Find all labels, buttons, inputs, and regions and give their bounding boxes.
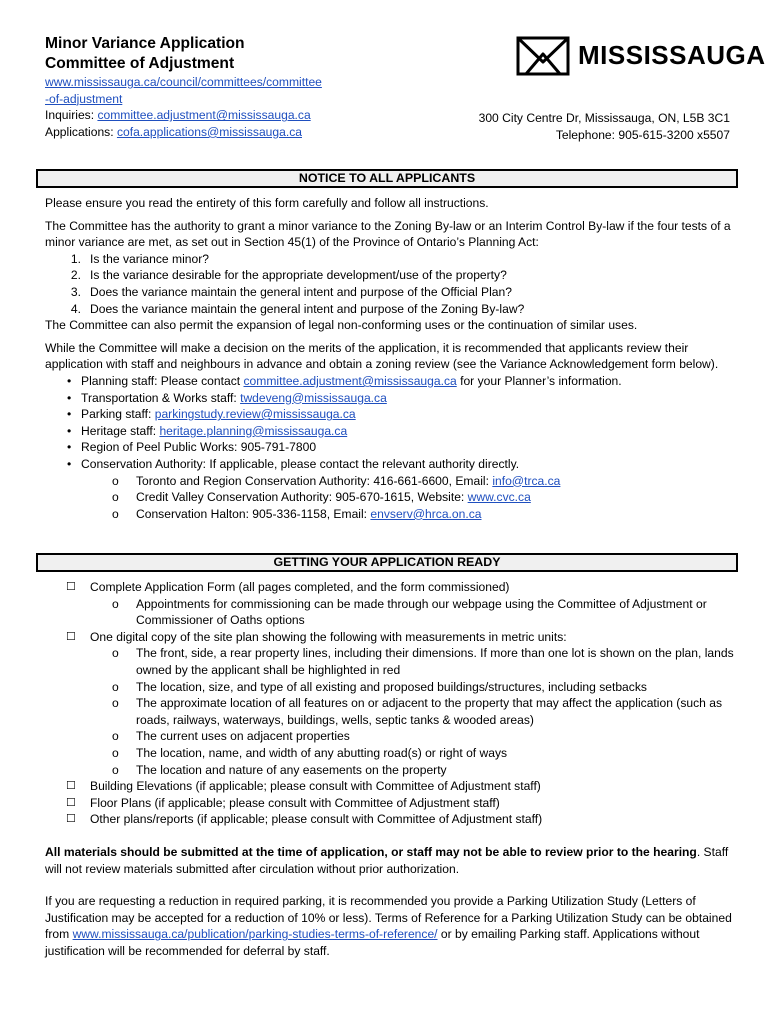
- committee-url-link-cont[interactable]: -of-adjustment: [45, 91, 123, 106]
- test-item: 3. Does the variance maintain the general intent and purpose of the Official Plan?: [70, 284, 512, 299]
- inquiries-label: Inquiries:: [45, 108, 98, 123]
- ready-heading: GETTING YOUR APPLICATION READY: [36, 553, 738, 572]
- checklist-subitem: o Appointments for commissioning can be made through our webpage using the Committee of Adjustment or Commissioner of Oaths options: [112, 596, 707, 628]
- checkbox-icon[interactable]: ☐: [66, 796, 76, 809]
- logo-wordmark: MISSISSAUGA: [578, 40, 766, 70]
- contact-item: • Region of Peel Public Works: 905-791-7800: [67, 440, 317, 455]
- notice-expansion: The Committee can also permit the expansion of legal non-conforming uses or the continuation of similar uses.: [45, 318, 638, 333]
- form-title: Minor Variance Application: [45, 35, 245, 52]
- mississauga-logo-icon: [516, 36, 570, 76]
- checklist-subitem: o The location, name, and width of any abutting road(s) or right of ways: [112, 745, 508, 760]
- cvc-website-link[interactable]: www.cvc.ca: [467, 490, 531, 505]
- notice-authority: The Committee has the authority to grant a minor variance to the Zoning By-law or an Interim Control By-law if the four tests of a minor variance are met, as set out in Section 45(1) of the Province of Ontario’s Planning Act:: [45, 218, 731, 250]
- inquiries-email-link[interactable]: committee.adjustment@mississauga.ca: [97, 108, 311, 123]
- checklist-item-site-plan[interactable]: ☐ One digital copy of the site plan showing the following with measurements in metric units:: [66, 629, 567, 644]
- checklist-item-floor-plans[interactable]: ☐ Floor Plans (if applicable; please consult with Committee of Adjustment staff): [66, 795, 500, 810]
- planning-email-link[interactable]: committee.adjustment@mississauga.ca: [243, 373, 457, 388]
- checklist-subitem: o The location and nature of any easements on the property: [112, 762, 447, 777]
- contact-item: • Conservation Authority: If applicable, please contact the relevant authority directly.: [67, 456, 520, 471]
- materials-notice: All materials should be submitted at the time of application, or staff may not be able to review prior to the hearing. Staff will not review materials submitted after circulation without prior authorization.: [45, 844, 729, 876]
- notice-body: [45, 195, 735, 522]
- committee-url-link[interactable]: www.mississauga.ca/council/committees/committee: [45, 75, 322, 89]
- ready-body: [45, 579, 735, 959]
- conservation-item: o Conservation Halton: 905-336-1158, Email: envserv@hrca.on.ca: [112, 506, 482, 521]
- checklist-subitem: o The location, size, and type of all existing and proposed buildings/structures, including setbacks: [112, 679, 647, 694]
- checkbox-icon[interactable]: ☐: [66, 780, 76, 793]
- checklist-subitem: o The front, side, a rear property lines, including their dimensions. If more than one lot is shown on the plan, lands owned by the applicant shall be highlighted in red: [112, 646, 734, 677]
- halton-email-link[interactable]: envserv@hrca.on.ca: [370, 506, 482, 521]
- office-telephone: Telephone: 905-615-3200 x5507: [555, 128, 730, 142]
- notice-heading: NOTICE TO ALL APPLICANTS: [36, 169, 738, 188]
- parking-email-link[interactable]: parkingstudy.review@mississauga.ca: [154, 407, 356, 422]
- transportation-email-link[interactable]: twdeveng@mississauga.ca: [240, 390, 387, 405]
- checklist-item-application-form[interactable]: ☐ Complete Application Form (all pages completed, and the form commissioned): [66, 580, 510, 594]
- checklist-subitem: o The current uses on adjacent properties: [112, 729, 350, 744]
- applications-email-link[interactable]: cofa.applications@mississauga.ca: [116, 124, 302, 139]
- notice-intro: Please ensure you read the entirety of this form carefully and follow all instructions.: [45, 196, 489, 210]
- applications-label: Applications:: [45, 124, 117, 139]
- contact-item: • Heritage staff: heritage.planning@mississauga.ca: [67, 423, 348, 438]
- checkbox-icon[interactable]: ☐: [66, 813, 76, 826]
- office-address: 300 City Centre Dr, Mississauga, ON, L5B 3C1: [478, 111, 730, 125]
- checklist-subitem: o The approximate location of all features on or adjacent to the property that may affect the application (such as roads, railways, waterways, buildings, wells, septic tanks & wooded areas): [112, 696, 722, 727]
- four-tests-list: [45, 251, 735, 317]
- notice-review: While the Committee will make a decision on the merits of the application, it is recommended that applicants review their application with staff and neighbours in advance and obtain a zoning review (see the Variance Acknowledgement form below).: [45, 340, 719, 372]
- checklist: [45, 579, 735, 828]
- mississauga-logo: [516, 36, 766, 76]
- checkbox-icon[interactable]: ☐: [66, 630, 76, 643]
- test-item: 1. Is the variance minor?: [70, 251, 209, 266]
- contact-item: • Parking staff: parkingstudy.review@mississauga.ca: [67, 407, 356, 422]
- test-item: 4. Does the variance maintain the general intent and purpose of the Zoning By-law?: [70, 301, 525, 316]
- contact-item: • Planning staff: Please contact committee.adjustment@mississauga.ca for your Planner’s information.: [67, 373, 622, 388]
- checklist-item-building-elevations[interactable]: ☐ Building Elevations (if applicable; please consult with Committee of Adjustment staff): [66, 779, 541, 794]
- form-subtitle: Committee of Adjustment: [45, 55, 235, 72]
- conservation-item: o Toronto and Region Conservation Authority: 416-661-6600, Email: info@trca.ca: [112, 473, 561, 488]
- checkbox-icon[interactable]: ☐: [66, 581, 76, 593]
- conservation-item: o Credit Valley Conservation Authority: 905-670-1615, Website: www.cvc.ca: [112, 490, 531, 505]
- contacts-list: [45, 373, 735, 522]
- header-info: [45, 34, 385, 140]
- contact-item: • Transportation & Works staff: twdeveng@mississauga.ca: [67, 390, 387, 405]
- trca-email-link[interactable]: info@trca.ca: [492, 473, 561, 488]
- heritage-email-link[interactable]: heritage.planning@mississauga.ca: [159, 423, 348, 438]
- test-item: 2. Is the variance desirable for the appropriate development/use of the property?: [70, 268, 507, 283]
- office-contact: [400, 110, 730, 144]
- parking-study-terms-link[interactable]: www.mississauga.ca/publication/parking-studies-terms-of-reference/: [72, 927, 438, 942]
- checklist-item-other-plans[interactable]: ☐ Other plans/reports (if applicable; please consult with Committee of Adjustment staff): [66, 812, 543, 827]
- parking-notice: If you are requesting a reduction in required parking, it is recommended you provide a Parking Utilization Study (Letters of Justification may be accepted for a reduction of 10% or less). Terms of Reference for a Parking Utilization Study can be obtained from www.mississauga.ca/publication/parking-studies-terms-of-reference/ or by emailing Parking staff. Applications without justification will be recommended for deferral by staff.: [45, 894, 732, 958]
